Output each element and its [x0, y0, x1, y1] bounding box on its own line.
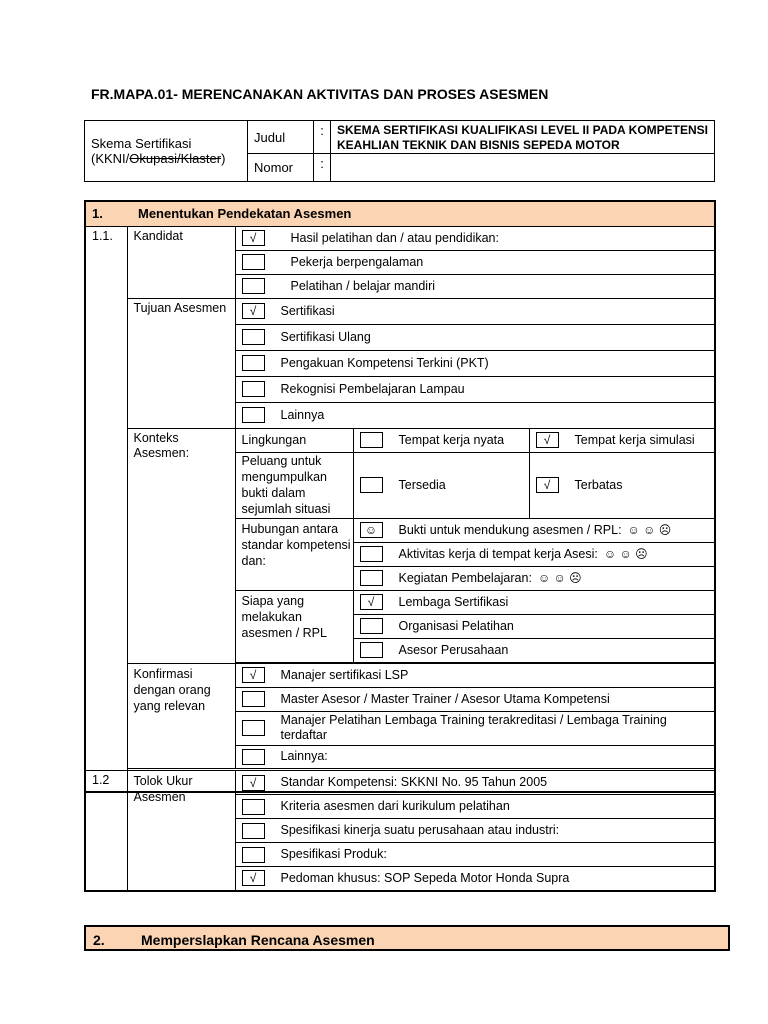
tolok-checkbox-5[interactable]: √	[242, 870, 265, 886]
tujuan-option-2: Sertifikasi Ulang	[280, 329, 371, 344]
hubungan-kegiatan-checkbox[interactable]	[360, 570, 383, 586]
scheme-label: Skema Sertifikasi	[91, 136, 192, 151]
section1-2-number: 1.2	[85, 771, 127, 891]
section1-header	[85, 201, 715, 226]
tujuan-checkbox-2[interactable]	[242, 329, 265, 345]
nomor-value[interactable]	[331, 154, 715, 182]
nomor-colon: :	[314, 154, 331, 182]
peluang-tersedia-label: Tersedia	[398, 477, 446, 492]
tujuan-option-3: Pengakuan Kompetensi Terkini (PKT)	[280, 355, 489, 370]
siapa-organisasi-label: Organisasi Pelatihan	[398, 618, 514, 633]
tolok-checkbox-3[interactable]	[242, 823, 265, 839]
konfirmasi-option-4: Lainnya:	[280, 749, 328, 763]
konfirmasi-option-3: Manajer Pelatihan Lembaga Training terakreditasi / Lembaga Training terdaftar	[280, 713, 667, 742]
tolok-label: Tolok Ukur Asesmen	[127, 771, 235, 891]
kandidat-checkbox-1[interactable]: √	[242, 230, 265, 246]
section1-1-number: 1.1.	[85, 226, 127, 792]
konfirmasi-option-2: Master Asesor / Master Trainer / Asesor Utama Kompetensi	[280, 691, 610, 706]
konfirmasi-option-1: Manajer sertifikasi LSP	[280, 667, 409, 682]
tujuan-checkbox-4[interactable]	[242, 381, 265, 397]
hubungan-bukti-checkbox[interactable]: ☺	[360, 522, 383, 538]
tolok-option-5: Pedoman khusus: SOP Sepeda Motor Honda Supra	[280, 870, 570, 885]
hubungan-kegiatan-label: Kegiatan Pembelajaran:	[398, 570, 532, 585]
siapa-organisasi-checkbox[interactable]	[360, 618, 383, 634]
peluang-terbatas-checkbox[interactable]: √	[536, 477, 559, 493]
hubungan-bukti-label: Bukti untuk mendukung asesmen / RPL:	[398, 522, 622, 537]
kandidat-checkbox-3[interactable]	[242, 278, 265, 294]
tolok-ukur-table	[84, 770, 716, 892]
section2-header: 2. Memperslapkan Rencana Asesmen	[84, 925, 730, 951]
konfirmasi-checkbox-4[interactable]	[242, 749, 265, 765]
konteks-label: Konteks Asesmen:	[127, 428, 235, 663]
document-title: FR.MAPA.01- MERENCANAKAN AKTIVITAS DAN PROSES ASESMEN	[91, 86, 549, 102]
tujuan-option-5: Lainnya	[280, 407, 325, 422]
konfirmasi-checkbox-2[interactable]	[242, 691, 265, 707]
judul-value: SKEMA SERTIFIKASI KUALIFIKASI LEVEL II PADA KOMPETENSI KEAHLIAN TEKNIK DAN BISNIS SEPEDA MOTOR	[331, 121, 715, 154]
judul-label: Judul	[248, 121, 314, 154]
hubungan-bukti-faces: ☺ ☺ ☹	[627, 522, 672, 537]
hubungan-aktivitas-faces: ☺ ☺ ☹	[603, 546, 648, 561]
tujuan-checkbox-3[interactable]	[242, 355, 265, 371]
tolok-checkbox-2[interactable]	[242, 799, 265, 815]
peluang-tersedia-checkbox[interactable]	[360, 477, 383, 493]
lingkungan-label: Lingkungan	[235, 428, 353, 452]
tujuan-checkbox-5[interactable]	[242, 407, 265, 423]
kandidat-option-2: Pekerja berpengalaman	[290, 254, 424, 269]
hubungan-aktivitas-checkbox[interactable]	[360, 546, 383, 562]
siapa-lsp-checkbox[interactable]: √	[360, 594, 383, 610]
judul-colon: :	[314, 121, 331, 154]
tolok-checkbox-1[interactable]: √	[242, 775, 265, 791]
tujuan-checkbox-1[interactable]: √	[242, 303, 265, 319]
scheme-strikethrough: Okupasi/Klaster	[129, 151, 222, 166]
tujuan-label: Tujuan Asesmen	[127, 298, 235, 428]
konfirmasi-label: Konfirmasi dengan orang yang relevan	[127, 663, 235, 768]
siapa-asesor-label: Asesor Perusahaan	[398, 642, 509, 657]
lingkungan-nyata-label: Tempat kerja nyata	[398, 432, 505, 447]
tujuan-option-1: Sertifikasi	[280, 303, 335, 318]
konfirmasi-checkbox-3[interactable]	[242, 720, 265, 736]
scheme-sub-label: (KKNI/Okupasi/Klaster)	[91, 151, 226, 166]
tujuan-option-4: Rekognisi Pembelajaran Lampau	[280, 381, 465, 396]
lingkungan-simulasi-checkbox[interactable]: √	[536, 432, 559, 448]
siapa-label: Siapa yang melakukan asesmen / RPL	[235, 590, 353, 662]
tolok-option-4: Spesifikasi Produk:	[280, 847, 387, 861]
scheme-header-table	[84, 120, 715, 182]
kandidat-label: Kandidat	[127, 226, 235, 298]
lingkungan-simulasi-label: Tempat kerja simulasi	[574, 432, 695, 447]
lingkungan-nyata-checkbox[interactable]	[360, 432, 383, 448]
peluang-terbatas-label: Terbatas	[574, 477, 623, 492]
tolok-option-3: Spesifikasi kinerja suatu perusahaan atau industri:	[280, 823, 560, 837]
section1-header-cell: 1. Menentukan Pendekatan Asesmen	[85, 201, 715, 226]
tolok-checkbox-4[interactable]	[242, 847, 265, 863]
scheme-label-cell	[85, 121, 248, 182]
kandidat-checkbox-2[interactable]	[242, 254, 265, 270]
tolok-option-2: Kriteria asesmen dari kurikulum pelatihan	[280, 799, 510, 813]
hubungan-aktivitas-label: Aktivitas kerja di tempat kerja Asesi:	[398, 546, 598, 561]
kandidat-option-1: Hasil pelatihan dan / atau pendidikan:	[290, 230, 499, 245]
section1-table	[84, 200, 716, 793]
hubungan-label: Hubungan antara standar kompetensi dan:	[235, 518, 353, 590]
konfirmasi-checkbox-1[interactable]: √	[242, 667, 265, 683]
peluang-label: Peluang untuk mengumpulkan bukti dalam sejumlah situasi	[235, 452, 353, 518]
hubungan-kegiatan-faces: ☺ ☺ ☹	[537, 570, 582, 585]
nomor-label: Nomor	[248, 154, 314, 182]
kandidat-option-3: Pelatihan / belajar mandiri	[290, 278, 436, 293]
siapa-asesor-checkbox[interactable]	[360, 642, 383, 658]
siapa-lsp-label: Lembaga Sertifikasi	[398, 594, 509, 609]
tolok-option-1: Standar Kompetensi: SKKNI No. 95 Tahun 2005	[280, 775, 548, 789]
